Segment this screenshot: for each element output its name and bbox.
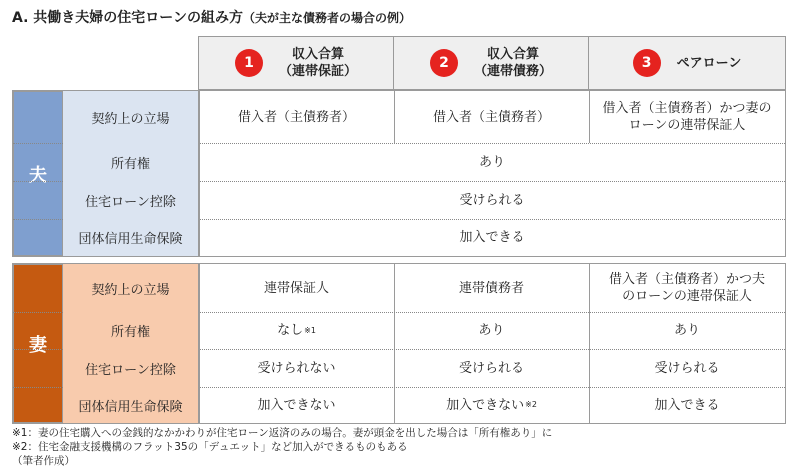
footnotes xyxy=(12,426,552,468)
column-label-2: 収入合算 （連帯債務） xyxy=(473,47,552,79)
wife-row-ownership xyxy=(63,312,785,349)
row-label: 契約上の立場 xyxy=(63,91,199,143)
column-header-1 xyxy=(198,36,394,90)
cell: 加入できない ※2 xyxy=(446,397,537,413)
cell: 連帯債務者 xyxy=(458,280,524,296)
cell: 借入者（主債務者） xyxy=(237,109,355,125)
row-label: 所有権 xyxy=(63,143,199,181)
page-title xyxy=(12,7,411,27)
cell: 加入できない xyxy=(257,397,336,413)
wife-row-tax xyxy=(63,349,785,387)
column-header-3 xyxy=(588,36,786,90)
footnote-1: ※1：妻の住宅購入への金銭的なかかわりが住宅ローン返済のみの場合。妻が頭金を出した場合は「所有権あり」に xyxy=(12,427,553,439)
title-sub: （夫が主な債務者の場合の例） xyxy=(243,11,412,25)
cell: あり xyxy=(673,323,700,338)
husband-row-ownership xyxy=(63,143,785,181)
husband-section xyxy=(12,90,786,257)
cell: 受けられる xyxy=(458,360,524,376)
husband-row-position xyxy=(63,91,785,143)
cell: 借入者（主債務者） xyxy=(432,109,550,125)
wife-row-position xyxy=(63,264,785,312)
column-label-1: 収入合算 （連帯保証） xyxy=(278,47,357,79)
cell: 加入できる xyxy=(654,397,720,413)
row-label: 所有権 xyxy=(63,312,199,349)
cell: 借入者（主債務者）かつ妻の ローンの連帯保証人 xyxy=(602,101,772,133)
footnote-2: ※2：住宅金融支援機構のフラット35の「デュエット」など加入ができるものもある xyxy=(12,441,408,453)
cell: 受けられない xyxy=(257,360,336,376)
row-label: 団体信用生命保険 xyxy=(63,219,199,256)
column-label-3: ペアローン xyxy=(676,55,742,71)
husband-label: 夫 xyxy=(13,91,63,256)
cell: あり xyxy=(478,154,505,170)
husband-row-insurance xyxy=(63,219,785,256)
cell: 借入者（主債務者）かつ夫 のローンの連帯保証人 xyxy=(608,272,765,304)
cell: 連帯保証人 xyxy=(263,280,329,296)
row-label: 団体信用生命保険 xyxy=(63,387,199,423)
row-label: 住宅ローン控除 xyxy=(63,349,199,387)
cell: 受けられる xyxy=(654,360,720,376)
cell: 加入できる xyxy=(459,230,525,245)
cell: 受けられる xyxy=(459,192,525,208)
row-label: 契約上の立場 xyxy=(63,264,199,312)
number-badge-2: 2 xyxy=(430,49,458,77)
wife-section xyxy=(12,263,786,424)
husband-row-tax xyxy=(63,181,785,219)
cell: あり xyxy=(478,323,505,338)
row-label: 住宅ローン控除 xyxy=(63,181,199,219)
cell: なし ※1 xyxy=(277,323,316,338)
cell-text: 加入できない xyxy=(446,397,525,413)
source-note: （筆者作成） xyxy=(12,455,75,467)
column-header-2 xyxy=(393,36,589,90)
title-main: A. 共働き夫婦の住宅ローンの組み方 xyxy=(12,10,244,26)
cell-text: なし xyxy=(277,323,304,338)
number-badge-1: 1 xyxy=(235,49,263,77)
number-badge-3: 3 xyxy=(633,49,661,77)
wife-label: 妻 xyxy=(13,264,63,423)
wife-row-insurance xyxy=(63,387,785,423)
comparison-table xyxy=(12,36,786,424)
